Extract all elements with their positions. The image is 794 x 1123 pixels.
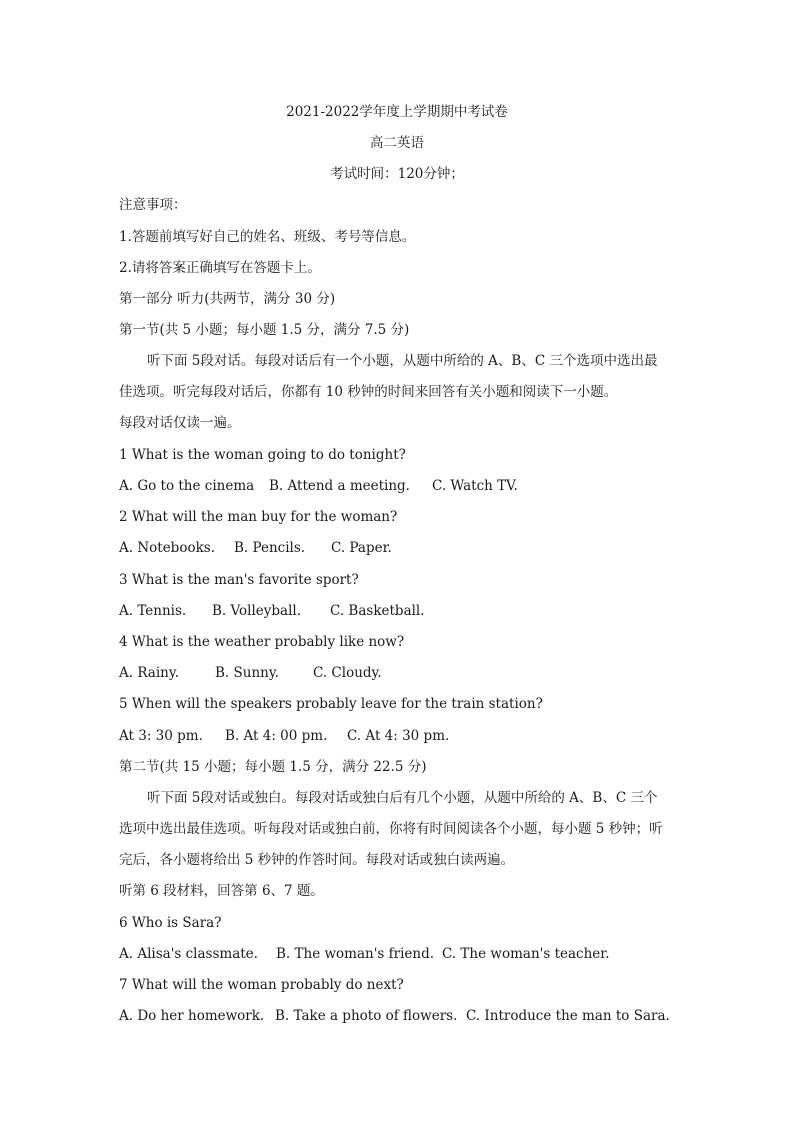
option-a: A. Notebooks. — [119, 540, 215, 556]
part1-title: 第一部分 听力(共两节，满分 30 分) — [119, 291, 336, 307]
section1-instruction: 听下面 5段对话。每段对话后有一个小题，从题中所给的 A、B、C 三个选项中选出最 — [147, 353, 658, 369]
option-b: B. At 4: 00 pm. — [225, 728, 328, 744]
option-a: A. Alisa's classmate. — [119, 946, 258, 962]
question-7: 7 What will the woman probably do next? — [119, 977, 404, 993]
option-c: C. The woman's teacher. — [442, 946, 610, 962]
option-c: C. Watch TV. — [432, 478, 518, 494]
exam-title: 2021-2022学年度上学期期中考试卷 — [286, 104, 508, 120]
section1-instruction: 佳选项。听完每段对话后，你都有 10 秒钟的时间来回答有关小题和阅读下一小题。 — [119, 384, 618, 400]
material-instruction: 听第 6 段材料，回答第 6、7 题。 — [119, 883, 324, 899]
option-b: B. Take a photo of flowers. — [275, 1008, 458, 1024]
option-a: A. Do her homework. — [119, 1008, 265, 1024]
section1-title: 第一节(共 5 小题；每小题 1.5 分，满分 7.5 分) — [119, 322, 410, 338]
section2-instruction: 选项中选出最佳选项。听每段对话或独白前，你将有时间阅读各个小题，每小题 5 秒钟；听 — [119, 821, 663, 837]
exam-time: 考试时间：120分钟； — [330, 166, 464, 182]
option-c: C. Cloudy. — [313, 665, 382, 681]
option-c: C. Paper. — [331, 540, 392, 556]
question-4: 4 What is the weather probably like now? — [119, 634, 405, 650]
option-b: B. Attend a meeting. — [269, 478, 410, 494]
section2-instruction: 听下面 5段对话或独白。每段对话或独白后有几个小题，从题中所给的 A、B、C 三个 — [147, 790, 658, 806]
notes-heading: 注意事项： — [119, 197, 187, 213]
question-3: 3 What is the man's favorite sport? — [119, 572, 359, 588]
option-a: A. Rainy. — [119, 665, 179, 681]
question-6: 6 Who is Sara? — [119, 915, 222, 931]
option-b: B. Sunny. — [215, 665, 279, 681]
question-1: 1 What is the woman going to do tonight? — [119, 447, 406, 463]
option-c: C. At 4: 30 pm. — [347, 728, 450, 744]
option-b: B. Pencils. — [234, 540, 306, 556]
option-c: C. Introduce the man to Sara. — [466, 1008, 670, 1024]
subject-title: 高二英语 — [370, 135, 424, 151]
section1-instruction: 每段对话仅读一遍。 — [119, 415, 241, 431]
option-b: B. The woman's friend. — [276, 946, 435, 962]
option-b: B. Volleyball. — [212, 603, 302, 619]
section2-title: 第二节(共 15 小题；每小题 1.5 分，满分 22.5 分) — [119, 759, 427, 775]
option-a: A. Go to the cinema — [119, 478, 255, 494]
question-2: 2 What will the man buy for the woman? — [119, 509, 398, 525]
option-a: A. Tennis. — [119, 603, 187, 619]
section2-instruction: 完后，各小题将给出 5 秒钟的作答时间。每段对话或独白读两遍。 — [119, 852, 515, 868]
note-item: 2.请将答案正确填写在答题卡上。 — [119, 260, 321, 276]
option-c: C. Basketball. — [330, 603, 425, 619]
option-a: At 3: 30 pm. — [119, 728, 203, 744]
question-5: 5 When will the speakers probably leave for the train station? — [119, 696, 543, 712]
note-item: 1.答题前填写好自己的姓名、班级、考号等信息。 — [119, 229, 416, 245]
